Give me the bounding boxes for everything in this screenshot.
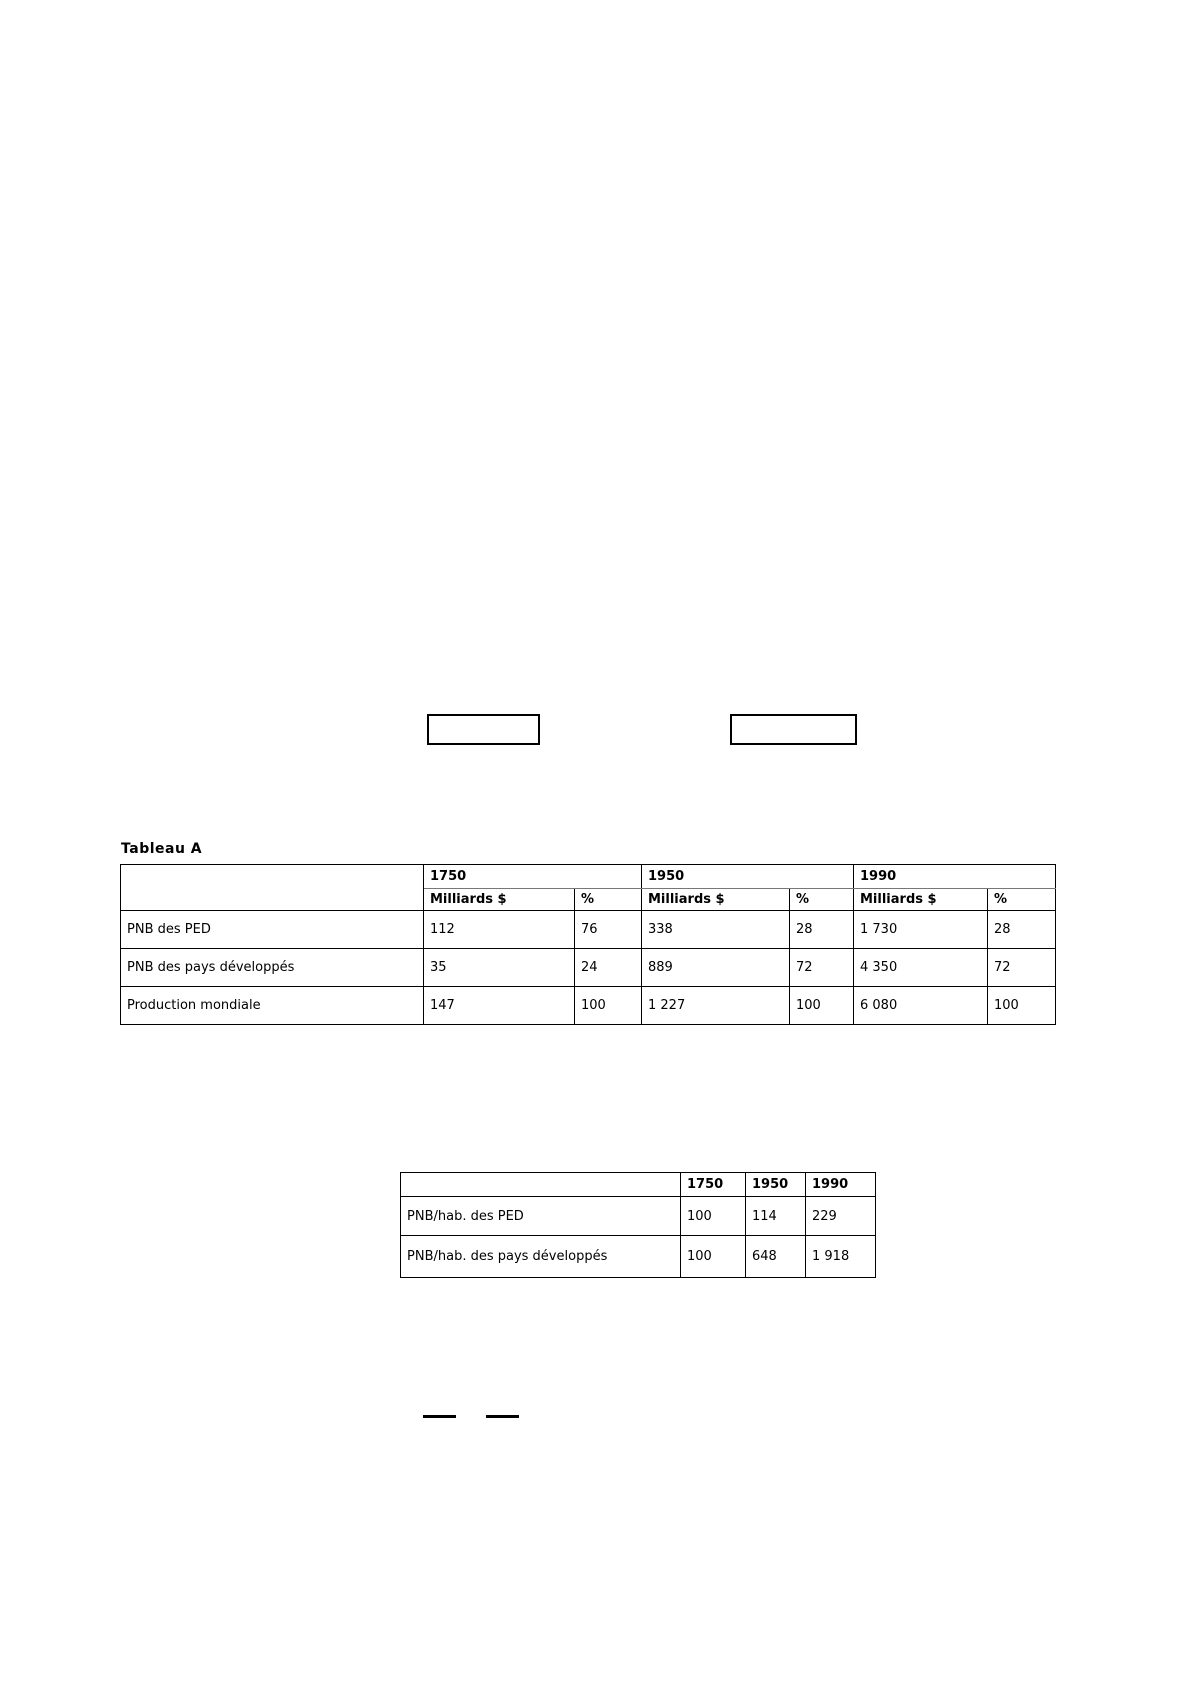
row-label: PNB des pays développés	[121, 949, 424, 987]
value-cell: 28	[988, 911, 1056, 949]
value-cell: 100	[790, 987, 854, 1025]
tableau-b	[400, 1172, 876, 1278]
year-header-1950: 1950	[746, 1173, 806, 1197]
value-cell: 1 227	[642, 987, 790, 1025]
value-cell: 28	[790, 911, 854, 949]
row-label: Production mondiale	[121, 987, 424, 1025]
value-cell: 6 080	[854, 987, 988, 1025]
table-row	[121, 911, 1056, 949]
year-header-1750: 1750	[424, 865, 642, 889]
value-cell: 100	[681, 1236, 746, 1278]
value-cell: 229	[806, 1197, 876, 1236]
year-header-1990: 1990	[854, 865, 1056, 889]
value-cell: 147	[424, 987, 575, 1025]
value-cell: 35	[424, 949, 575, 987]
value-cell: 1 918	[806, 1236, 876, 1278]
value-cell: 76	[575, 911, 642, 949]
tableau-b-corner-cell	[401, 1173, 681, 1197]
year-header-1750: 1750	[681, 1173, 746, 1197]
tableau-b-year-header-row	[401, 1173, 876, 1197]
table-row	[401, 1197, 876, 1236]
value-cell: 4 350	[854, 949, 988, 987]
sub-header-milliards-1990: Milliards $	[854, 889, 988, 911]
blank-write-line-2	[486, 1415, 519, 1418]
sub-header-percent-1990: %	[988, 889, 1056, 911]
tableau-a-corner-cell	[121, 865, 424, 911]
value-cell: 100	[988, 987, 1056, 1025]
value-cell: 72	[988, 949, 1056, 987]
value-cell: 112	[424, 911, 575, 949]
answer-box-2[interactable]	[730, 714, 857, 745]
answer-box-1[interactable]	[427, 714, 540, 745]
value-cell: 100	[575, 987, 642, 1025]
value-cell: 338	[642, 911, 790, 949]
tableau-a-year-header-row	[121, 865, 1056, 889]
table-row	[121, 987, 1056, 1025]
table-row	[401, 1236, 876, 1278]
tableau-a	[120, 864, 1056, 1025]
value-cell: 1 730	[854, 911, 988, 949]
value-cell: 100	[681, 1197, 746, 1236]
value-cell: 72	[790, 949, 854, 987]
sub-header-percent-1950: %	[790, 889, 854, 911]
tableau-a-title: Tableau A	[121, 841, 203, 857]
sub-header-milliards-1750: Milliards $	[424, 889, 575, 911]
table-row	[121, 949, 1056, 987]
blank-write-line-1	[423, 1415, 456, 1418]
value-cell: 889	[642, 949, 790, 987]
value-cell: 24	[575, 949, 642, 987]
year-header-1950: 1950	[642, 865, 854, 889]
row-label: PNB des PED	[121, 911, 424, 949]
value-cell: 114	[746, 1197, 806, 1236]
year-header-1990: 1990	[806, 1173, 876, 1197]
value-cell: 648	[746, 1236, 806, 1278]
sub-header-milliards-1950: Milliards $	[642, 889, 790, 911]
row-label: PNB/hab. des pays développés	[401, 1236, 681, 1278]
row-label: PNB/hab. des PED	[401, 1197, 681, 1236]
sub-header-percent-1750: %	[575, 889, 642, 911]
